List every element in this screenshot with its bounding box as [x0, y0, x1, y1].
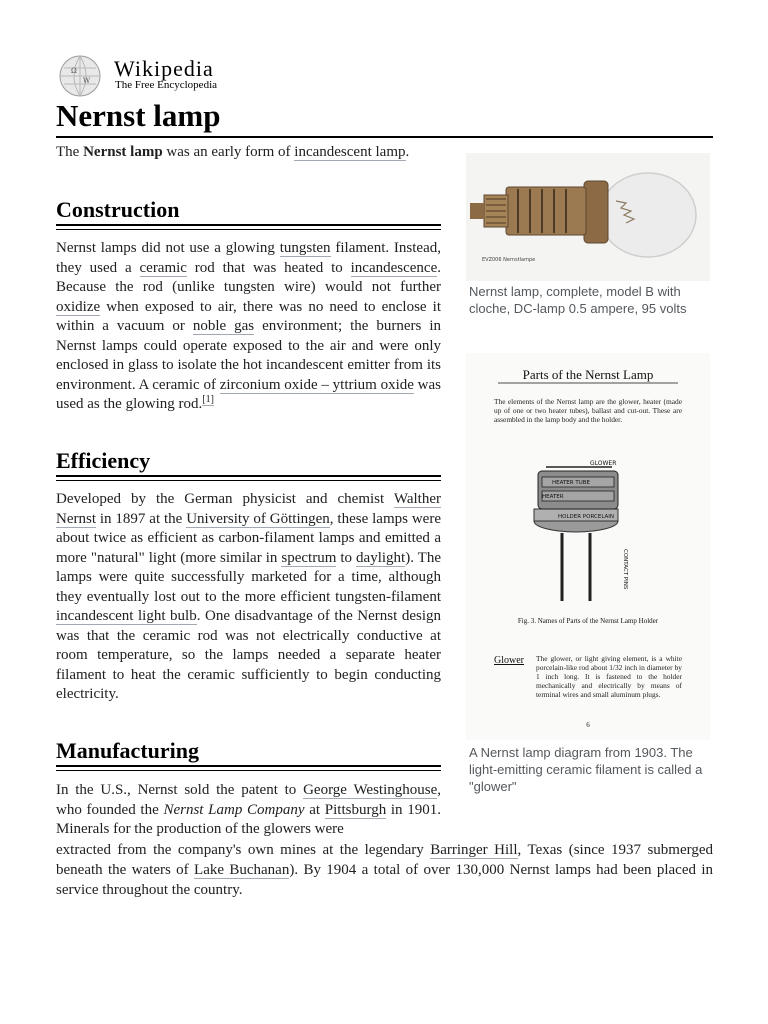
diagram-page-number: 6 [586, 721, 590, 729]
heading-manufacturing: Manufacturing [56, 737, 441, 767]
label-contact-pins: CONTACT PINS [622, 549, 628, 590]
link-incandescent-lamp[interactable]: incandescent lamp [294, 144, 406, 160]
link-university-gottingen[interactable]: University of Göttingen [186, 510, 330, 527]
nernst-lamp-diagram[interactable] [466, 353, 710, 740]
wikipedia-logo[interactable] [56, 54, 276, 98]
manufacturing-paragraph: In the U.S., Nernst sold the patent to George Westinghouse, who founded the Nernst Lamp Company at Pittsburgh in 1901. Minerals for the production of the glowers were [56, 782, 442, 837]
link-walther-nernst[interactable]: Walther Nernst [56, 491, 441, 527]
link-george-westinghouse[interactable]: George Westinghouse [303, 782, 438, 798]
diagram-plate-text: The elements of the Nernst lamp are the glower, heater (made up of one or two heater tubes), ballast and cut-out. These are assembled in the lamp body and the holder. [494, 397, 682, 424]
diagram-glower-text: The glower, or light giving element, is a white porcelain-like rod about 1/32 inch in diameter by 1 inch long. It is fastened to the holder mechanically and electrically by means of terminal wires and small aluminum plugs. [536, 654, 682, 699]
link-zirconium-yttrium-oxide[interactable]: zirconium oxide – yttrium oxide [219, 376, 414, 393]
photo-label: EVZ006 Nernstlampe [482, 257, 536, 263]
nernst-lamp-image [466, 153, 710, 281]
svg-text:Ω: Ω [71, 67, 77, 75]
link-tungsten[interactable]: tungsten [279, 240, 331, 256]
diagram-fig-caption: Fig. 3. Names of Parts of the Nernst Lamp Holder [517, 617, 659, 625]
diagram-glower-term: Glower [494, 655, 524, 666]
nernst-lamp-diagram-image [466, 353, 710, 740]
link-incandescent-light-bulb[interactable]: incandescent light bulb [56, 608, 197, 624]
wikipedia-globe-icon [56, 54, 104, 98]
label-heater-tube: HEATER TUBE [552, 480, 590, 486]
photo-caption: Nernst lamp, complete, model B with cloche, DC-lamp 0.5 ampere, 95 volts [469, 284, 687, 316]
label-heater: HEATER [542, 494, 564, 500]
diagram-caption: A Nernst lamp diagram from 1903. The light-emitting ceramic filament is called a "glower" [469, 745, 703, 794]
company-name: Nernst Lamp Company [163, 801, 305, 818]
page-title: Nernst lamp [56, 96, 713, 138]
efficiency-paragraph: Developed by the German physicist and chemist Walther Nernst in 1897 at the University of Göttingen, these lamps were about twice as efficient as carbon-filament lamps and emitted a more "natural" light (more similar in spectrum to daylight). The lamps were quite successfully marketed for a time, although they eventually lost out to the more efficient tungsten-filament incandescent light bulb. One disadvantage of the Nernst design was that the ceramic rod was not electrically conductive at room temperature, so the lamps needed a separate heater filament to heat the ceramic sufficiently to begin conducting electricity. [56, 491, 441, 702]
link-pittsburgh[interactable]: Pittsburgh [324, 801, 387, 818]
heading-construction: Construction [56, 196, 441, 226]
link-oxidize[interactable]: oxidize [56, 298, 101, 315]
label-holder-porcelain: HOLDER PORCELAIN [558, 514, 615, 520]
logo-tagline: The Free Encyclopedia [115, 79, 218, 91]
link-daylight[interactable]: daylight [356, 549, 406, 566]
logo-wordmark: Wikipedia [114, 56, 214, 81]
construction-paragraph: Nernst lamps did not use a glowing tungsten filament. Instead, they used a ceramic rod that was heated to incandescence. Because the rod (unlike tungsten wire) would not further oxidize when exposed to air, there was no need to enclose it within a vacuum or noble gas environment; the burners in Nernst lamps could operate exposed to the air and were only enclosed in glass to isolate the hot incandescent emitter from its environment. A ceramic of zirconium oxide – yttrium oxide was used as the glowing rod.[1] [56, 240, 441, 412]
article-subject: Nernst lamp [83, 144, 163, 160]
link-barringer-hill[interactable]: Barringer Hill [430, 842, 518, 858]
heading-efficiency: Efficiency [56, 447, 441, 477]
link-lake-buchanan[interactable]: Lake Buchanan [194, 862, 290, 878]
link-incandescence[interactable]: incandescence [350, 259, 438, 276]
link-ceramic[interactable]: ceramic [139, 259, 187, 276]
reference-1[interactable]: [1] [202, 394, 214, 405]
manufacturing-paragraph-continued: extracted from the company's own mines at the legendary Barringer Hill, Texas (since 1937 submerged beneath the waters of Lake Buchanan). By 1904 a total of over 130,000 Nernst lamps had been placed in service throughout the country. [56, 842, 714, 898]
link-spectrum[interactable]: spectrum [281, 549, 337, 566]
diagram-plate-title: Parts of the Nernst Lamp [522, 367, 654, 382]
svg-text:W: W [83, 77, 91, 85]
intro-paragraph: The Nernst lamp was an early form of incandescent lamp. [56, 144, 410, 160]
link-noble-gas[interactable]: noble gas [192, 318, 255, 334]
label-glower: GLOWER [590, 460, 617, 467]
nernst-lamp-photo[interactable] [466, 153, 710, 281]
